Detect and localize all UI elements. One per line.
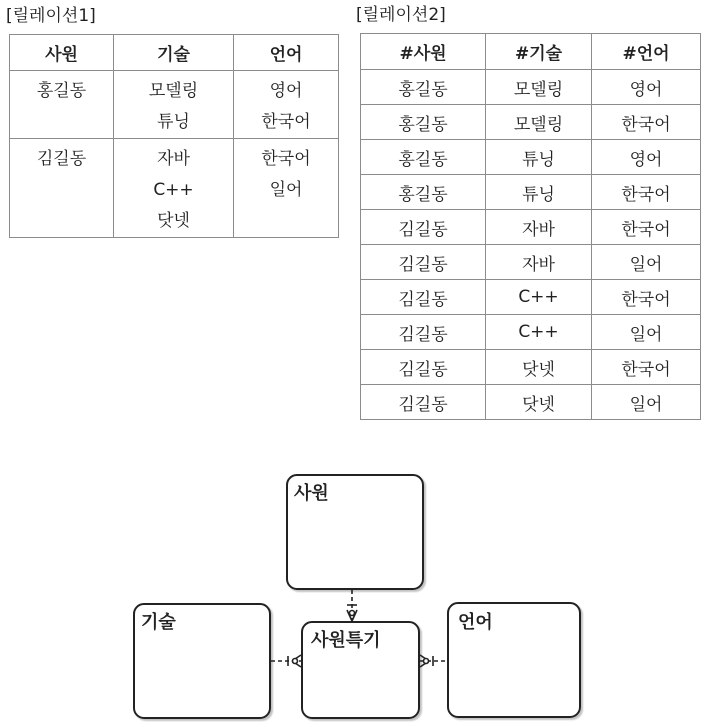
entity-employee: [287, 475, 423, 589]
table-cell: 한국어: [592, 175, 701, 210]
entity-employee-feature: [302, 622, 419, 718]
table-cell: 홍길동: [361, 70, 486, 105]
entity-language: [448, 603, 580, 717]
table-cell: 모델링: [486, 70, 592, 105]
cell-value: 한국어: [261, 149, 311, 169]
relation2-caption: [릴레이션2]: [356, 5, 446, 25]
table-cell: 닷넷: [486, 350, 592, 385]
table-cell: 홍길동: [361, 105, 486, 140]
table-cell: 홍길동: [361, 175, 486, 210]
table-cell: 모델링: [486, 105, 592, 140]
table-cell: 일어: [592, 315, 701, 350]
table-cell: 한국어: [592, 280, 701, 315]
entity-skill: [134, 604, 270, 718]
table-cell: 김길동: [361, 280, 486, 315]
column-header: 기술: [114, 35, 234, 71]
table-cell: C++: [486, 315, 592, 350]
table-cell: 한국어: [592, 210, 701, 245]
entity-label: 기술: [141, 612, 176, 633]
entity-label: 사원: [294, 483, 329, 504]
table-cell: 김길동: [361, 210, 486, 245]
table-cell: 자바: [486, 210, 592, 245]
relation1-caption: [릴레이션1]: [6, 6, 96, 26]
table-cell: 김길동: [361, 350, 486, 385]
table-cell: 김길동: [361, 245, 486, 280]
cell-value: 영어: [269, 81, 303, 101]
cell-value: 자바: [157, 149, 190, 169]
table-cell: C++: [486, 280, 592, 315]
column-header: 언어: [234, 35, 339, 71]
table-cell: 튜닝: [486, 140, 592, 175]
table-cell: 영어: [592, 70, 701, 105]
cell-value: 닷넷: [157, 211, 190, 231]
table-cell: 일어: [592, 245, 701, 280]
table-cell: 김길동: [361, 385, 486, 420]
table-cell: 한국어: [592, 105, 701, 140]
column-header: 사원: [10, 35, 114, 71]
cell-value: 김길동: [36, 149, 87, 169]
column-header: #기술: [486, 34, 592, 70]
column-header: #사원: [361, 34, 486, 70]
relationship-language-feature: [420, 655, 447, 667]
cell-value: 모델링: [148, 81, 199, 101]
relationship-employee-feature: [347, 590, 357, 621]
entity-label: 언어: [458, 612, 493, 633]
relationship-skill-feature: [271, 655, 301, 667]
cell-value: 홍길동: [36, 81, 87, 101]
table-cell: 영어: [592, 140, 701, 175]
entity-label: 사원특기: [311, 630, 381, 651]
table-cell: 김길동: [361, 315, 486, 350]
table-cell: 튜닝: [486, 175, 592, 210]
cell-value: 일어: [269, 180, 303, 200]
table-cell: 자바: [486, 245, 592, 280]
table-cell: 한국어: [592, 350, 701, 385]
column-header: #언어: [592, 34, 701, 70]
cell-value: 한국어: [261, 112, 311, 132]
table-cell: 홍길동: [361, 140, 486, 175]
cell-value: C++: [153, 180, 194, 200]
table-cell: 닷넷: [486, 385, 592, 420]
cell-value: 튜닝: [157, 112, 190, 132]
table-cell: 일어: [592, 385, 701, 420]
